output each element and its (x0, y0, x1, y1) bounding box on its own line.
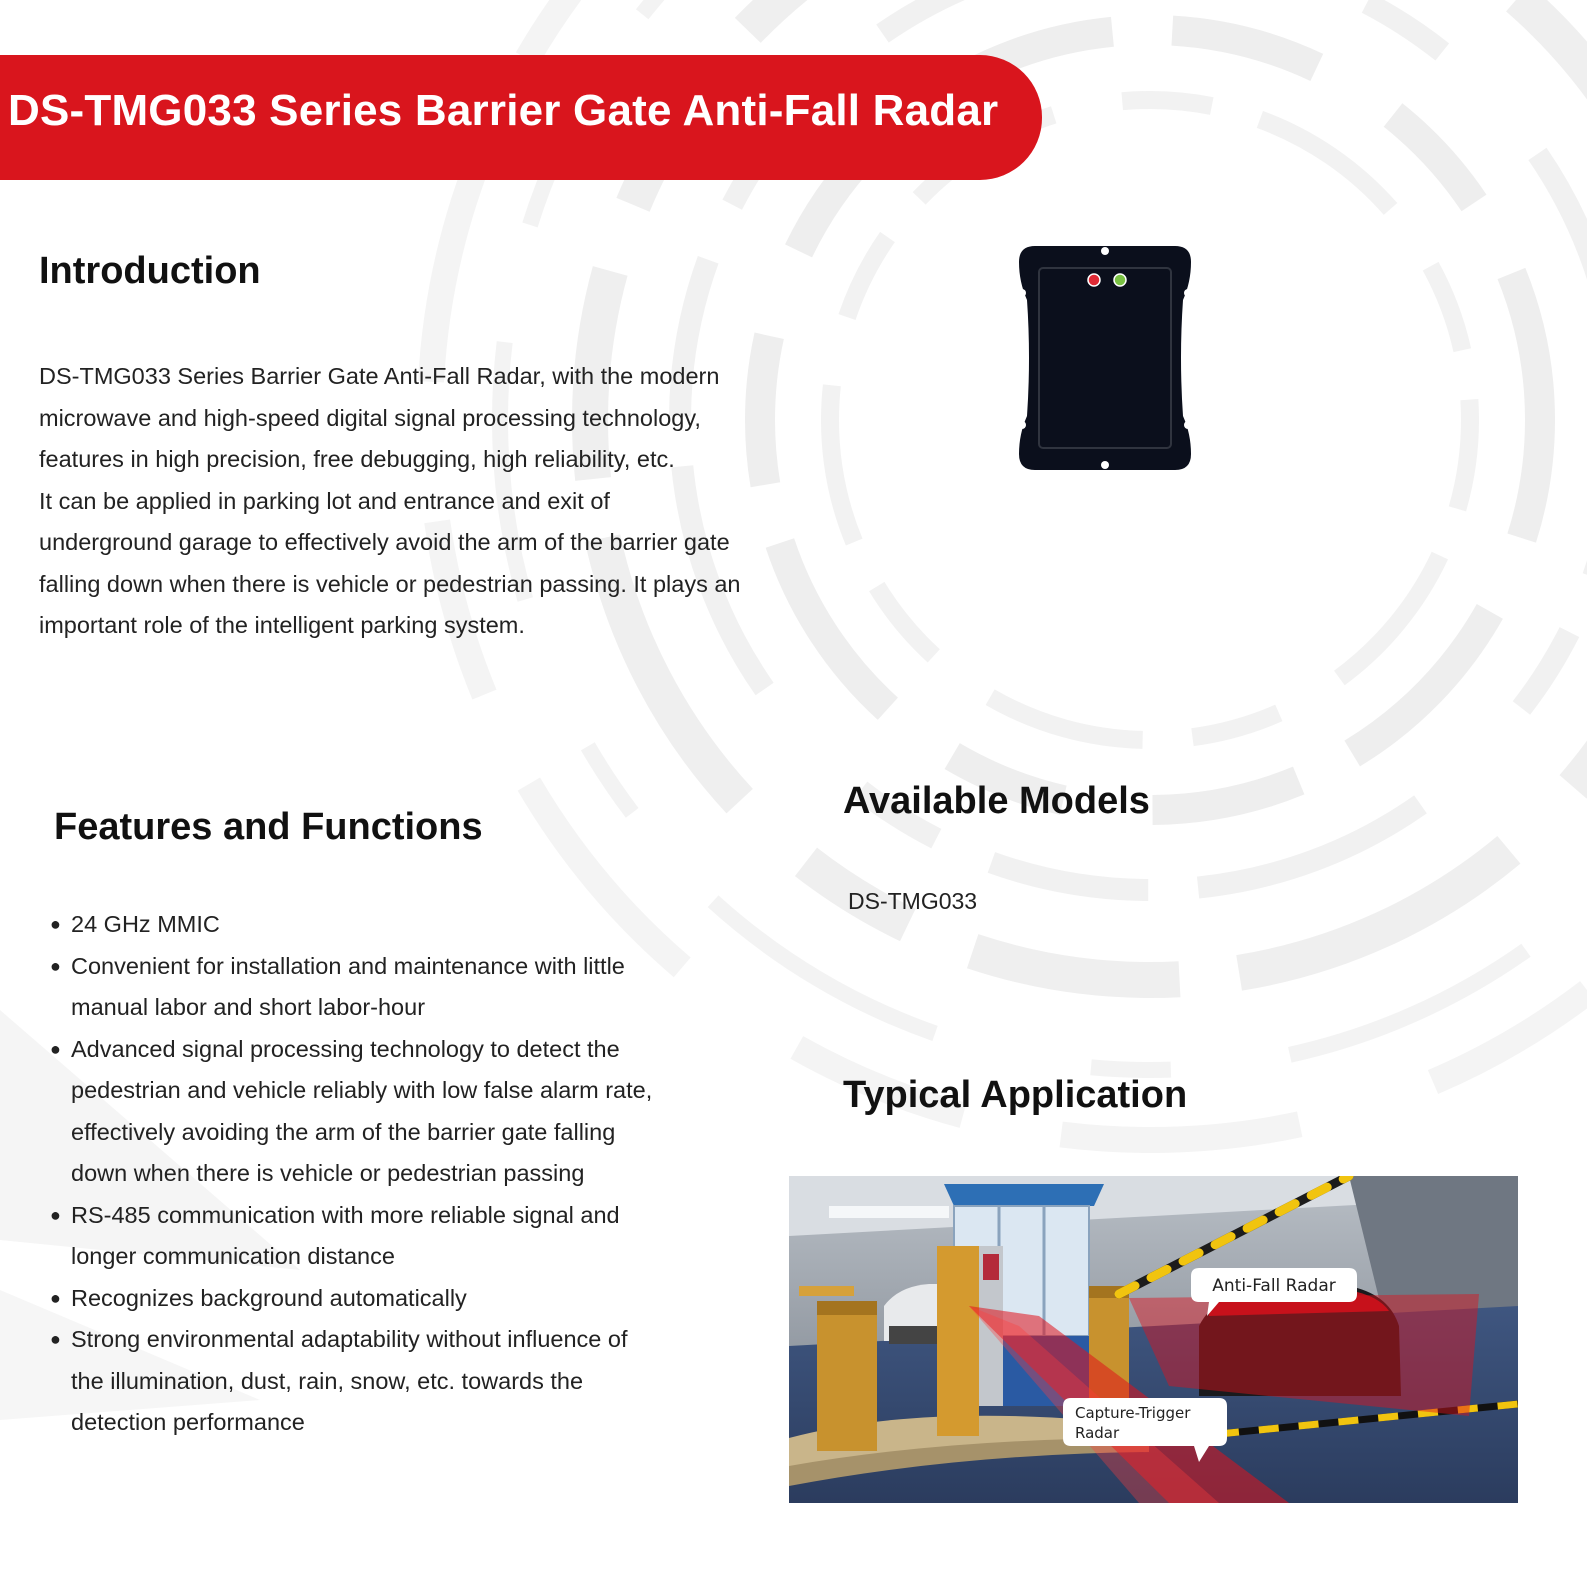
typical-application-image (789, 1176, 1518, 1503)
feature-item (48, 1195, 708, 1278)
feature-line: effectively avoiding the arm of the barrier gate falling (71, 1118, 616, 1145)
intro-line: microwave and high-speed digital signal processing technology, (39, 404, 701, 431)
capture-trigger-label: Radar (1075, 1424, 1120, 1442)
feature-line: RS-485 communication with more reliable signal and (71, 1201, 620, 1228)
bullet-icon: ● (50, 1287, 61, 1308)
parking-scene-illustration (789, 1176, 1518, 1503)
feature-line: longer communication distance (71, 1243, 395, 1269)
intro-line: falling down when there is vehicle or pedestrian passing. It plays an (39, 570, 741, 597)
intro-line: DS-TMG033 Series Barrier Gate Anti-Fall Radar, with the modern (39, 363, 720, 389)
application-heading: Typical Application (843, 1074, 1188, 1116)
features-heading: Features and Functions (54, 806, 483, 848)
feature-line: Advanced signal processing technology to detect the (71, 1035, 620, 1062)
feature-line: Recognizes background automatically (71, 1284, 467, 1311)
feature-item (48, 1029, 708, 1195)
red-led-indicator (1088, 274, 1100, 286)
introduction-body (39, 356, 799, 647)
page-title: DS-TMG033 Series Barrier Gate Anti-Fall Radar (8, 86, 999, 135)
model-item: DS-TMG033 (848, 888, 978, 914)
features-list (48, 904, 708, 1444)
feature-line: down when there is vehicle or pedestrian passing (71, 1160, 585, 1186)
feature-line: Convenient for installation and maintenance with little (71, 952, 625, 979)
intro-line: It can be applied in parking lot and entrance and exit of (39, 487, 610, 514)
feature-item (48, 1319, 708, 1444)
bullet-icon: ● (50, 1038, 61, 1059)
intro-line: important role of the intelligent parking system. (39, 612, 525, 638)
bullet-icon: ● (50, 1329, 61, 1349)
bullet-icon: ● (50, 955, 61, 976)
feature-line: manual labor and short labor-hour (71, 994, 426, 1020)
feature-line: pedestrian and vehicle reliably with low false alarm rate, (71, 1077, 653, 1103)
feature-line: 24 GHz MMIC (71, 911, 220, 937)
radar-device-image (1005, 240, 1205, 476)
feature-item (48, 946, 708, 1029)
capture-trigger-label: Capture-Trigger (1075, 1404, 1191, 1422)
anti-fall-radar-label: Anti-Fall Radar (1212, 1276, 1336, 1296)
bullet-icon: ● (50, 1204, 61, 1225)
intro-line: underground garage to effectively avoid the arm of the barrier gate (39, 529, 730, 555)
feature-line: Strong environmental adaptability without influence of (71, 1326, 628, 1352)
feature-line: the illumination, dust, rain, snow, etc. towards the (71, 1367, 584, 1394)
green-led-indicator (1114, 274, 1126, 286)
feature-line: detection performance (71, 1409, 305, 1435)
feature-item (48, 1278, 708, 1320)
bullet-icon: ● (50, 914, 61, 934)
introduction-heading: Introduction (39, 250, 261, 292)
models-heading: Available Models (843, 780, 1150, 822)
feature-item (48, 904, 708, 946)
intro-line: features in high precision, free debugging, high reliability, etc. (39, 446, 675, 472)
